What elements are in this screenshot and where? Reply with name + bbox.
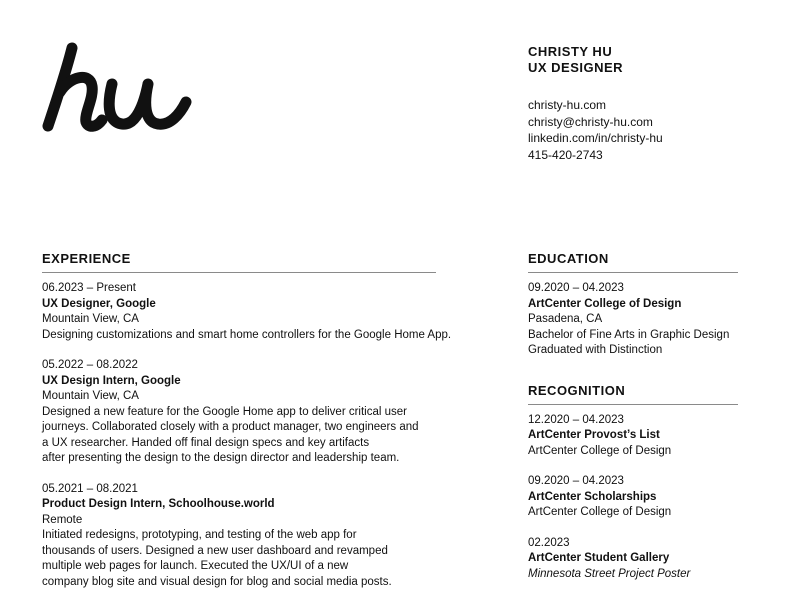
recognition-section: [528, 383, 738, 583]
recognition-name: ArtCenter Scholarships: [528, 490, 657, 503]
entry-position: UX Designer, Google: [42, 297, 156, 310]
entry-description-line: after presenting the design to the design director and leadership team.: [42, 452, 400, 464]
entry-description-line: journeys. Collaborated closely with a product manager, two engineers and: [42, 421, 419, 433]
education-school: ArtCenter College of Design: [528, 297, 682, 310]
person-role: UX DESIGNER: [528, 60, 624, 75]
recognition-entry: [528, 413, 738, 460]
entry-location: Mountain View, CA: [42, 390, 139, 402]
recognition-heading: RECOGNITION: [528, 382, 626, 398]
experience-entry: [42, 281, 452, 343]
recognition-name: ArtCenter Student Gallery: [528, 552, 670, 564]
education-divider: [528, 272, 738, 273]
education-location: Pasadena, CA: [528, 313, 603, 325]
entry-dates: 05.2021 – 08.2021: [42, 482, 138, 495]
experience-entry: [42, 482, 436, 591]
education-dates: 09.2020 – 04.2023: [528, 282, 624, 294]
entry-description-line: company blog site and visual design for blog and social media posts.: [42, 575, 392, 588]
recognition-entry: [528, 536, 738, 583]
education-heading: EDUCATION: [528, 251, 609, 266]
entry-position: Product Design Intern, Schoolhouse.world: [42, 498, 275, 510]
phone-number: 415-420-2743: [528, 147, 603, 162]
recognition-divider: [528, 404, 738, 405]
entry-location: Mountain View, CA: [42, 313, 139, 325]
linkedin-link[interactable]: linkedin.com/in/christy-hu: [528, 131, 663, 145]
experience-heading: EXPERIENCE: [42, 251, 131, 266]
education-section: [528, 251, 738, 359]
entry-description-line: Designed a new feature for the Google Home app to deliver critical user: [42, 405, 408, 418]
education-honor: Graduated with Distinction: [528, 344, 663, 356]
recognition-dates: 02.2023: [528, 536, 570, 549]
experience-section: [42, 251, 452, 600]
email-link[interactable]: christy@christy-hu.com: [528, 114, 653, 129]
entry-dates: 05.2022 – 08.2022: [42, 359, 138, 371]
entry-location: Remote: [42, 513, 83, 526]
entry-dates: 06.2023 – Present: [42, 282, 136, 294]
recognition-dates: 12.2020 – 04.2023: [528, 413, 624, 426]
recognition-detail: ArtCenter College of Design: [528, 506, 672, 518]
recognition-dates: 09.2020 – 04.2023: [528, 475, 624, 487]
recognition-entry: [528, 474, 738, 521]
hu-logo: [40, 42, 192, 132]
entry-description-line: Initiated redesigns, prototyping, and testing of the web app for: [42, 529, 357, 541]
recognition-name: ArtCenter Provost’s List: [528, 429, 660, 441]
entry-description-line: thousands of users. Designed a new user dashboard and revamped: [42, 544, 388, 557]
website-link[interactable]: christy-hu.com: [528, 98, 607, 112]
entry-description-line: multiple web pages for launch. Executed the UX/UI of a new: [42, 560, 349, 572]
person-name: CHRISTY HU: [528, 44, 613, 59]
entry-description-line: Designing customizations and smart home controllers for the Google Home App.: [42, 328, 452, 341]
entry-description-line: a UX researcher. Handed off final design specs and key artifacts: [42, 436, 370, 449]
contact-details: [528, 97, 768, 163]
experience-entry: [42, 358, 436, 467]
experience-divider: [42, 272, 436, 273]
contact-block: [528, 44, 768, 163]
sidebar-column: [528, 251, 738, 597]
recognition-detail: Minnesota Street Project Poster: [528, 567, 691, 580]
education-degree: Bachelor of Fine Arts in Graphic Design: [528, 328, 730, 341]
entry-position: UX Design Intern, Google: [42, 374, 181, 387]
recognition-detail: ArtCenter College of Design: [528, 444, 672, 457]
